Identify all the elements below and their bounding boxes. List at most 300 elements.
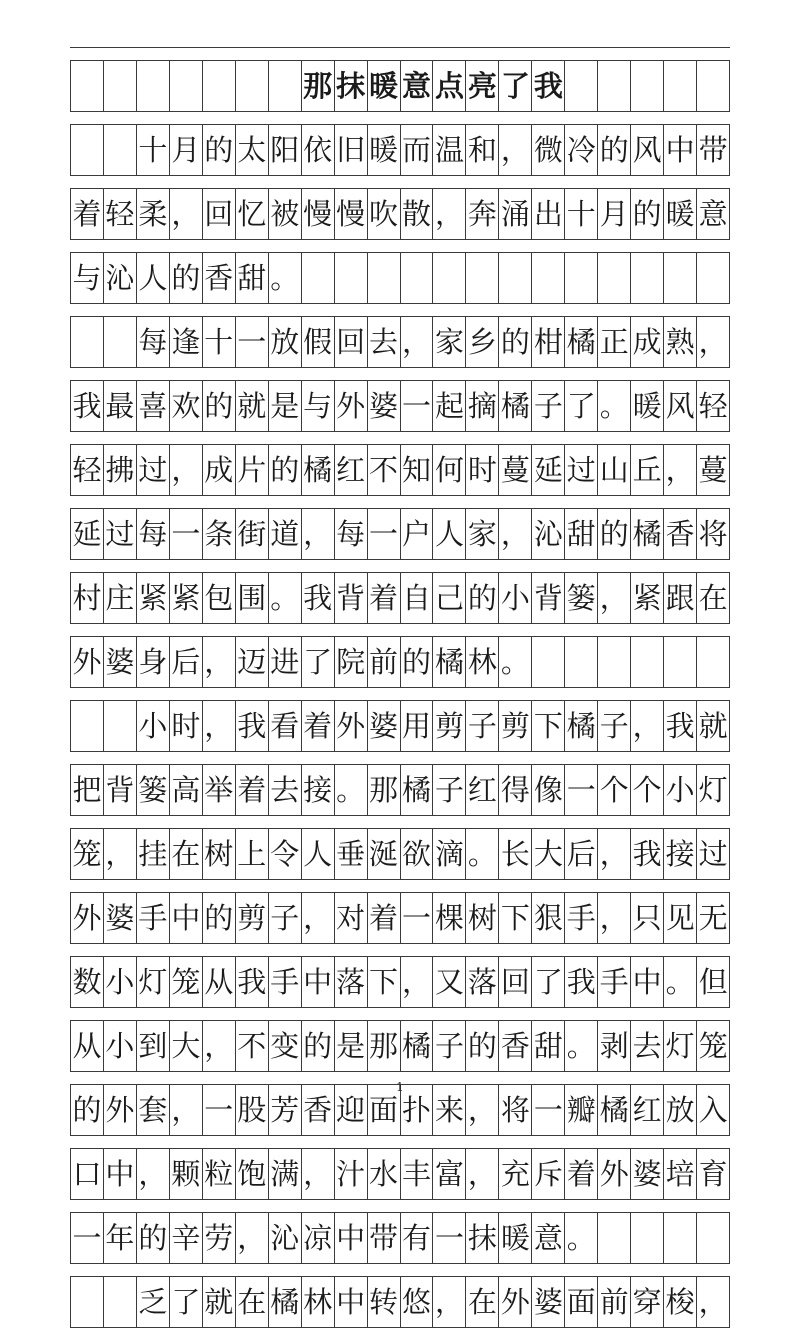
grid-cell [335,253,368,303]
grid-cell: ， [499,125,532,175]
grid-cell: 我 [664,701,697,751]
grid-cell: 成 [203,445,236,495]
grid-cell: ， [170,1085,203,1135]
grid-cell: 把 [71,765,104,815]
grid-cell: 外 [335,381,368,431]
grid-cell: 大 [532,829,565,879]
grid-cell: 延 [532,445,565,495]
grid-cell [598,253,631,303]
grid-cell: 自 [401,573,434,623]
grid-cell: 个 [598,765,631,815]
grid-cell: 一 [71,1213,104,1263]
grid-cell: 橘 [433,637,466,687]
grid-cell [71,125,104,175]
grid-cell: ， [203,637,236,687]
grid-cell [631,1213,664,1263]
grid-cell: 知 [401,445,434,495]
grid-cell: 在 [170,829,203,879]
grid-cell: 散 [401,189,434,239]
grid-cell: 从 [71,1021,104,1071]
grid-cell: 橘 [401,765,434,815]
grid-cell: ， [466,1085,499,1135]
row-spacer [70,239,730,253]
grid-cell: 手 [565,893,598,943]
grid-cell: 我 [631,829,664,879]
title-cell: 那 [302,61,335,111]
grid-cells [70,637,730,687]
grid-cell: 小 [137,701,170,751]
grid-cell: 丰 [401,1149,434,1199]
grid-cell: 满 [269,1149,302,1199]
grid-cell: 柑 [532,317,565,367]
grid-cell: 子 [532,381,565,431]
grid-cell: 微 [532,125,565,175]
grid-cell: 个 [631,765,664,815]
grid-cell: 无 [697,893,730,943]
grid-cell: 中 [170,893,203,943]
grid-cell: 婆 [368,381,401,431]
grid-cell: 成 [631,317,664,367]
grid-cell: 的 [466,573,499,623]
title-cell [697,61,730,111]
grid-cell: 在 [236,1277,269,1327]
row-spacer [70,879,730,893]
grid-cell [104,125,137,175]
grid-cell: 颗 [170,1149,203,1199]
grid-cell: 香 [664,509,697,559]
grid-cell: 街 [236,509,269,559]
grid-cell: 中 [335,1277,368,1327]
grid-cell: 时 [170,701,203,751]
grid-cell: 乏 [137,1277,170,1327]
grid-cell: 滴 [433,829,466,879]
grid-cell: ， [302,1149,335,1199]
grid-cell: 剪 [433,701,466,751]
grid-cell: 时 [466,445,499,495]
grid-cell: 树 [466,893,499,943]
grid-row [70,879,730,943]
grid-cell: 带 [697,125,730,175]
grid-cell: 着 [302,701,335,751]
grid-cell: ， [598,573,631,623]
grid-cell: 着 [71,189,104,239]
grid-cell: 林 [302,1277,335,1327]
title-cell: 亮 [466,61,499,111]
grid-cell: 就 [697,701,730,751]
grid-row [70,1135,730,1199]
grid-cell: 令 [269,829,302,879]
grid-cell: 高 [170,765,203,815]
grid-row [70,495,730,559]
grid-cell: 轻 [697,381,730,431]
grid-cell: 包 [203,573,236,623]
grid-cell: 上 [236,829,269,879]
grid-cell: 一 [565,765,598,815]
grid-cell: ， [631,701,664,751]
grid-row [70,1199,730,1263]
grid-cell: 中 [302,957,335,1007]
grid-cell: 狠 [532,893,565,943]
grid-cell [71,1277,104,1327]
row-spacer [70,1199,730,1213]
grid-cell: ， [499,509,532,559]
grid-cell: 暖 [499,1213,532,1263]
grid-cell: 的 [269,445,302,495]
grid-cell: 回 [335,317,368,367]
row-spacer [70,687,730,701]
grid-cell: 了 [170,1277,203,1327]
grid-cell: 摘 [466,381,499,431]
grid-cell [433,253,466,303]
title-cell [170,61,203,111]
grid-cell: 子 [466,701,499,751]
grid-cell: 温 [433,125,466,175]
title-cell [598,61,631,111]
grid-cell: 饱 [236,1149,269,1199]
grid-cell: 人 [433,509,466,559]
grid-cell: 棵 [433,893,466,943]
grid-cell: 我 [565,957,598,1007]
grid-cell: 熟 [664,317,697,367]
grid-cell: 的 [137,1213,170,1263]
grid-cell: 橘 [565,317,598,367]
grid-cell: 着 [565,1149,598,1199]
grid-cell [401,253,434,303]
grid-cell: 水 [368,1149,401,1199]
grid-cells [70,253,730,303]
grid-cell [104,701,137,751]
grid-cell: 将 [499,1085,532,1135]
grid-cell: 中 [631,957,664,1007]
grid-cell: 一 [401,893,434,943]
grid-cells [70,957,730,1007]
grid-cell: 下 [499,893,532,943]
grid-cell: ， [170,445,203,495]
title-cell [203,61,236,111]
row-spacer [70,751,730,765]
grid-cells [70,893,730,943]
grid-cell: 放 [664,1085,697,1135]
grid-cell: 吹 [368,189,401,239]
grid-cells [70,1021,730,1071]
grid-cell: 灯 [697,765,730,815]
grid-cell: 甜 [236,253,269,303]
grid-cell: 每 [335,509,368,559]
grid-cell: 橘 [401,1021,434,1071]
title-cell [664,61,697,111]
grid-cell: 数 [71,957,104,1007]
grid-cell: 。 [598,381,631,431]
grid-cell: 紧 [631,573,664,623]
grid-cell [631,637,664,687]
grid-cell: 而 [401,125,434,175]
grid-row [70,111,730,175]
grid-cell: 一 [532,1085,565,1135]
grid-cell: ， [433,189,466,239]
grid-cell: 从 [203,957,236,1007]
grid-cell: 一 [236,317,269,367]
grid-cell: 每 [137,317,170,367]
title-cell: 点 [433,61,466,111]
title-cell [631,61,664,111]
grid-cell: 片 [236,445,269,495]
row-spacer [70,943,730,957]
grid-cell [104,317,137,367]
grid-cell: 村 [71,573,104,623]
row-spacer [70,495,730,509]
grid-cell: 橘 [631,509,664,559]
grid-cell: 笼 [170,957,203,1007]
grid-cell [302,253,335,303]
grid-cell: 对 [335,893,368,943]
grid-cell [71,701,104,751]
grid-row [70,239,730,303]
grid-cell: ， [236,1213,269,1263]
grid-cell: 小 [104,957,137,1007]
grid-cell: 充 [499,1149,532,1199]
grid-cell: 将 [697,509,730,559]
grid-cell: 的 [203,381,236,431]
grid-cell: 子 [269,893,302,943]
grid-cell: 前 [368,637,401,687]
grid-row [70,1007,730,1071]
grid-cell: 最 [104,381,137,431]
grid-cell: 股 [236,1085,269,1135]
grid-cell: 变 [269,1021,302,1071]
grid-cell: 婆 [631,1149,664,1199]
grid-cell: 后 [170,637,203,687]
grid-cell: ， [302,509,335,559]
grid-cell: 暖 [664,189,697,239]
grid-cell: 那 [368,765,401,815]
grid-cell: 。 [499,637,532,687]
grid-cell: 辛 [170,1213,203,1263]
grid-cell [598,1213,631,1263]
grid-cell: 去 [631,1021,664,1071]
grid-cell [631,253,664,303]
grid-cell: 院 [335,637,368,687]
grid-cell: 慢 [335,189,368,239]
grid-cell: 到 [137,1021,170,1071]
grid-cell: 子 [433,765,466,815]
grid-row [70,815,730,879]
grid-cell [532,637,565,687]
grid-cell: ， [697,1277,730,1327]
grid-cell [664,1213,697,1263]
grid-cell: 接 [302,765,335,815]
grid-cell: 我 [71,381,104,431]
grid-cell: 入 [697,1085,730,1135]
grid-row [70,1263,730,1327]
grid-cell: 依 [302,125,335,175]
grid-cells [70,445,730,495]
grid-cell: 着 [368,573,401,623]
grid-cell: 的 [203,893,236,943]
grid-cell: 紧 [137,573,170,623]
grid-cell: 沁 [269,1213,302,1263]
grid-cell: 背 [532,573,565,623]
grid-cell: 年 [104,1213,137,1263]
grid-cell: 。 [269,253,302,303]
grid-cell: 沁 [532,509,565,559]
grid-cell: 外 [104,1085,137,1135]
row-spacer [70,111,730,125]
grid-cell: ， [203,1021,236,1071]
grid-cell: 转 [368,1277,401,1327]
grid-cell [71,317,104,367]
grid-cell: 逢 [170,317,203,367]
grid-cell: ， [664,445,697,495]
grid-cell [565,253,598,303]
grid-cell [598,637,631,687]
grid-cell: 围 [236,573,269,623]
grid-cell: 劳 [203,1213,236,1263]
grid-cell: 瓣 [565,1085,598,1135]
grid-cells [70,829,730,879]
grid-cell: 灯 [137,957,170,1007]
grid-cell: 灯 [664,1021,697,1071]
grid-cell: 来 [433,1085,466,1135]
row-spacer [70,431,730,445]
grid-cell: 着 [368,893,401,943]
grid-cell [697,253,730,303]
grid-cell [697,637,730,687]
title-cell: 抹 [335,61,368,111]
grid-cell [565,637,598,687]
grid-cell: 过 [565,445,598,495]
grid-cell: 何 [433,445,466,495]
title-cell: 我 [532,61,565,111]
grid-row [70,303,730,367]
grid-cell: 不 [368,445,401,495]
grid-cell: 林 [466,637,499,687]
grid-cell: 在 [697,573,730,623]
grid-cell: 香 [302,1085,335,1135]
grid-cell: 又 [433,957,466,1007]
grid-cell: 是 [335,1021,368,1071]
row-spacer [70,175,730,189]
grid-cell: 去 [269,765,302,815]
grid-cell: 的 [170,253,203,303]
grid-cell: 意 [697,189,730,239]
grid-cell: 有 [401,1213,434,1263]
grid-cell: 道 [269,509,302,559]
grid-cell: ， [401,957,434,1007]
grid-cell: ， [433,1277,466,1327]
grid-cell: 身 [137,637,170,687]
title-cell: 了 [499,61,532,111]
grid-row [70,175,730,239]
grid-cell: 外 [335,701,368,751]
grid-cell: ， [104,829,137,879]
row-spacer [70,303,730,317]
grid-cell: 小 [104,1021,137,1071]
grid-cell: 举 [203,765,236,815]
grid-cell: ， [203,701,236,751]
grid-cell: 像 [532,765,565,815]
grid-cell: 套 [137,1085,170,1135]
grid-cell: 起 [433,381,466,431]
title-cell [565,61,598,111]
row-spacer [70,623,730,637]
grid-cells [70,701,730,751]
row-spacer [70,1007,730,1021]
grid-cell [466,253,499,303]
grid-cell: 。 [335,765,368,815]
grid-cell: 我 [236,701,269,751]
grid-cell: 过 [104,509,137,559]
grid-cell: 。 [269,573,302,623]
grid-cell: 梭 [664,1277,697,1327]
grid-cell: 山 [598,445,631,495]
grid-cell: 橘 [565,701,598,751]
grid-cells [70,1277,730,1327]
grid-cell: 笼 [71,829,104,879]
grid-cell: 回 [499,957,532,1007]
grid-cell: 了 [302,637,335,687]
grid-row [70,623,730,687]
grid-cells [70,381,730,431]
grid-cells [70,125,730,175]
grid-cell: 的 [203,125,236,175]
grid-cell: 意 [532,1213,565,1263]
grid-cell: 的 [302,1021,335,1071]
grid-cell [697,1213,730,1263]
grid-cell [499,253,532,303]
grid-cell: 落 [466,957,499,1007]
grid-cell: ， [466,1149,499,1199]
grid-cell: 太 [236,125,269,175]
grid-cell: ， [137,1149,170,1199]
grid-cell: 婆 [104,893,137,943]
grid-cell: 与 [302,381,335,431]
grid-cell: 斥 [532,1149,565,1199]
grid-cell: 见 [664,893,697,943]
grid-cell: 冷 [565,125,598,175]
grid-cell: 着 [236,765,269,815]
grid-cells [70,509,730,559]
grid-cell: 婆 [532,1277,565,1327]
grid-cell: 汁 [335,1149,368,1199]
grid-cell: 。 [466,829,499,879]
grid-cell: 暖 [368,125,401,175]
grid-cell: 就 [203,1277,236,1327]
row-spacer [70,815,730,829]
grid-cell: 篓 [565,573,598,623]
grid-cell: 迎 [335,1085,368,1135]
grid-cell: 蔓 [697,445,730,495]
grid-cell: 跟 [664,573,697,623]
title-cell [269,61,302,111]
row-spacer [70,1263,730,1277]
grid-cells [70,189,730,239]
grid-cell [368,253,401,303]
grid-cell: 。 [664,957,697,1007]
grid-cell: 中 [104,1149,137,1199]
row-spacer [70,47,730,61]
title-cell: 暖 [368,61,401,111]
grid-cell: ， [302,893,335,943]
grid-cell: 出 [532,189,565,239]
grid-cells [70,1149,730,1199]
grid-cell: 过 [137,445,170,495]
grid-cell: ， [697,317,730,367]
grid-cell: 香 [203,253,236,303]
grid-cell: 被 [269,189,302,239]
grid-cell: 紧 [170,573,203,623]
grid-cell: 暖 [631,381,664,431]
grid-cell: 的 [598,509,631,559]
